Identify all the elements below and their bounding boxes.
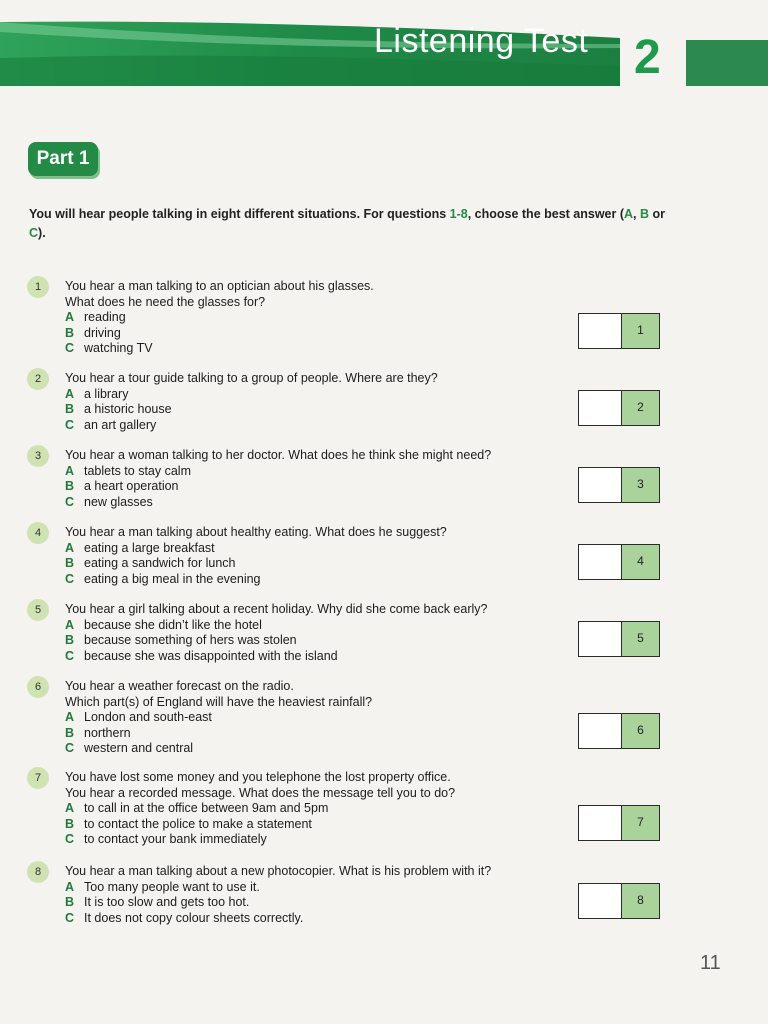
- option-text: reading: [84, 310, 126, 325]
- answer-box[interactable]: [578, 883, 660, 919]
- question-number: 3: [27, 445, 49, 467]
- option-a[interactable]: [65, 618, 565, 634]
- instructions-text: You will hear people talking in eight different situations. For questions: [29, 207, 450, 221]
- question-line: You hear a man talking about healthy eating. What does he suggest?: [65, 525, 447, 539]
- option-letter: C: [65, 341, 75, 356]
- option-text: northern: [84, 725, 131, 740]
- option-a[interactable]: [65, 310, 565, 326]
- answer-box[interactable]: [578, 621, 660, 657]
- option-c[interactable]: [65, 341, 565, 357]
- question-number: 2: [27, 368, 49, 390]
- question-text: [65, 864, 565, 926]
- option-text: tablets to stay calm: [84, 463, 191, 478]
- option-text: watching TV: [84, 341, 153, 356]
- question-line: You hear a man talking to an optician about his glasses.: [65, 279, 374, 293]
- option-letter: A: [65, 710, 75, 725]
- option-letter: A: [65, 879, 75, 894]
- option-c[interactable]: [65, 495, 565, 511]
- answer-box[interactable]: [578, 313, 660, 349]
- part-badge: Part 1: [28, 142, 98, 176]
- test-number: 2: [634, 31, 661, 84]
- option-b[interactable]: [65, 479, 565, 495]
- option-text: to call in at the office between 9am and 5pm: [84, 801, 329, 816]
- option-b[interactable]: [65, 817, 565, 833]
- option-text: eating a big meal in the evening: [84, 571, 261, 586]
- option-text: to contact your bank immediately: [84, 832, 267, 847]
- answer-box-label: 7: [621, 806, 659, 840]
- option-letter: C: [65, 571, 75, 586]
- option-letter: C: [29, 226, 39, 240]
- option-letter: A: [65, 540, 75, 555]
- option-b[interactable]: [65, 556, 565, 572]
- answer-box-label: 5: [621, 622, 659, 656]
- option-letter: B: [65, 556, 75, 571]
- option-letter: C: [65, 832, 75, 847]
- question-line: Which part(s) of England will have the heaviest rainfall?: [65, 694, 373, 709]
- option-b[interactable]: [65, 402, 565, 418]
- option-letter: C: [65, 910, 75, 925]
- option-text: a library: [84, 386, 129, 401]
- option-c[interactable]: [65, 418, 565, 434]
- banner-end-block: [686, 40, 768, 86]
- instructions-text: ,: [633, 207, 640, 221]
- answer-box[interactable]: [578, 467, 660, 503]
- answer-box-label: 8: [621, 884, 659, 918]
- option-letter: A: [65, 310, 75, 325]
- option-c[interactable]: [65, 741, 565, 757]
- question-line: You hear a girl talking about a recent holiday. Why did she come back early?: [65, 602, 488, 616]
- question-line: You have lost some money and you telephone the lost property office.: [65, 770, 451, 784]
- answer-box-label: 2: [621, 391, 659, 425]
- option-letter: A: [65, 463, 75, 478]
- option-letter: B: [640, 207, 650, 221]
- option-letter: A: [65, 617, 75, 632]
- option-text: because she didn’t like the hotel: [84, 617, 262, 632]
- option-letter: B: [65, 895, 75, 910]
- option-text: because something of hers was stolen: [84, 633, 297, 648]
- option-letter: B: [65, 402, 75, 417]
- answer-box[interactable]: [578, 390, 660, 426]
- option-text: eating a large breakfast: [84, 540, 215, 555]
- option-text: It does not copy colour sheets correctly.: [84, 910, 304, 925]
- option-a[interactable]: [65, 880, 565, 896]
- instructions-text: ).: [38, 226, 46, 240]
- question-text: [65, 602, 565, 664]
- option-text: new glasses: [84, 494, 153, 509]
- answer-box[interactable]: [578, 544, 660, 580]
- option-a[interactable]: [65, 387, 565, 403]
- option-letter: C: [65, 494, 75, 509]
- answer-box-label: 4: [621, 545, 659, 579]
- option-text: a heart operation: [84, 479, 179, 494]
- option-letter: B: [65, 325, 75, 340]
- option-a[interactable]: [65, 464, 565, 480]
- option-text: western and central: [84, 741, 194, 756]
- option-text: It is too slow and gets too hot.: [84, 895, 250, 910]
- question-line: What does he need the glasses for?: [65, 294, 266, 309]
- question-text: [65, 525, 565, 587]
- option-a[interactable]: [65, 801, 565, 817]
- answer-box-label: 3: [621, 468, 659, 502]
- option-text: London and south-east: [84, 710, 212, 725]
- question-line: You hear a tour guide talking to a group of people. Where are they?: [65, 371, 438, 385]
- option-text: to contact the police to make a statement: [84, 816, 312, 831]
- option-letter: C: [65, 417, 75, 432]
- page-number: 11: [700, 952, 721, 974]
- question-text: [65, 371, 565, 433]
- option-b[interactable]: [65, 633, 565, 649]
- question-number: 8: [27, 861, 49, 883]
- instructions-text: or: [649, 207, 666, 221]
- answer-box[interactable]: [578, 713, 660, 749]
- question-range: 1-8: [449, 207, 468, 221]
- option-b[interactable]: [65, 326, 565, 342]
- question-line: You hear a recorded message. What does the message tell you to do?: [65, 785, 456, 800]
- question-line: You hear a man talking about a new photocopier. What is his problem with it?: [65, 864, 492, 878]
- question-number: 6: [27, 676, 49, 698]
- option-letter: B: [65, 633, 75, 648]
- instructions: [29, 205, 669, 243]
- option-c[interactable]: [65, 649, 565, 665]
- question-line: You hear a weather forecast on the radio.: [65, 679, 294, 693]
- option-letter: C: [65, 741, 75, 756]
- question-line: You hear a woman talking to her doctor. What does he think she might need?: [65, 448, 492, 462]
- answer-box[interactable]: [578, 805, 660, 841]
- question-text: [65, 448, 565, 510]
- answer-box-label: 1: [621, 314, 659, 348]
- option-letter: A: [624, 207, 634, 221]
- question-number: 1: [27, 276, 49, 298]
- option-a[interactable]: [65, 541, 565, 557]
- option-letter: A: [65, 386, 75, 401]
- option-text: driving: [84, 325, 121, 340]
- question-number: 5: [27, 599, 49, 621]
- option-letter: B: [65, 479, 75, 494]
- option-c[interactable]: [65, 832, 565, 848]
- option-text: a historic house: [84, 402, 172, 417]
- option-letter: B: [65, 725, 75, 740]
- option-text: an art gallery: [84, 417, 157, 432]
- option-text: Too many people want to use it.: [84, 879, 260, 894]
- option-a[interactable]: [65, 710, 565, 726]
- option-c[interactable]: [65, 911, 565, 927]
- option-letter: B: [65, 816, 75, 831]
- option-text: eating a sandwich for lunch: [84, 556, 236, 571]
- option-text: because she was disappointed with the island: [84, 648, 338, 663]
- question-text: [65, 770, 565, 848]
- question-number: 7: [27, 767, 49, 789]
- instructions-text: , choose the best answer (: [467, 207, 625, 221]
- page-title: Listening Test: [374, 22, 589, 60]
- question-number: 4: [27, 522, 49, 544]
- answer-box-label: 6: [621, 714, 659, 748]
- option-c[interactable]: [65, 572, 565, 588]
- question-text: [65, 679, 565, 757]
- option-letter: C: [65, 648, 75, 663]
- option-b[interactable]: [65, 726, 565, 742]
- option-letter: A: [65, 801, 75, 816]
- question-text: [65, 279, 565, 357]
- option-b[interactable]: [65, 895, 565, 911]
